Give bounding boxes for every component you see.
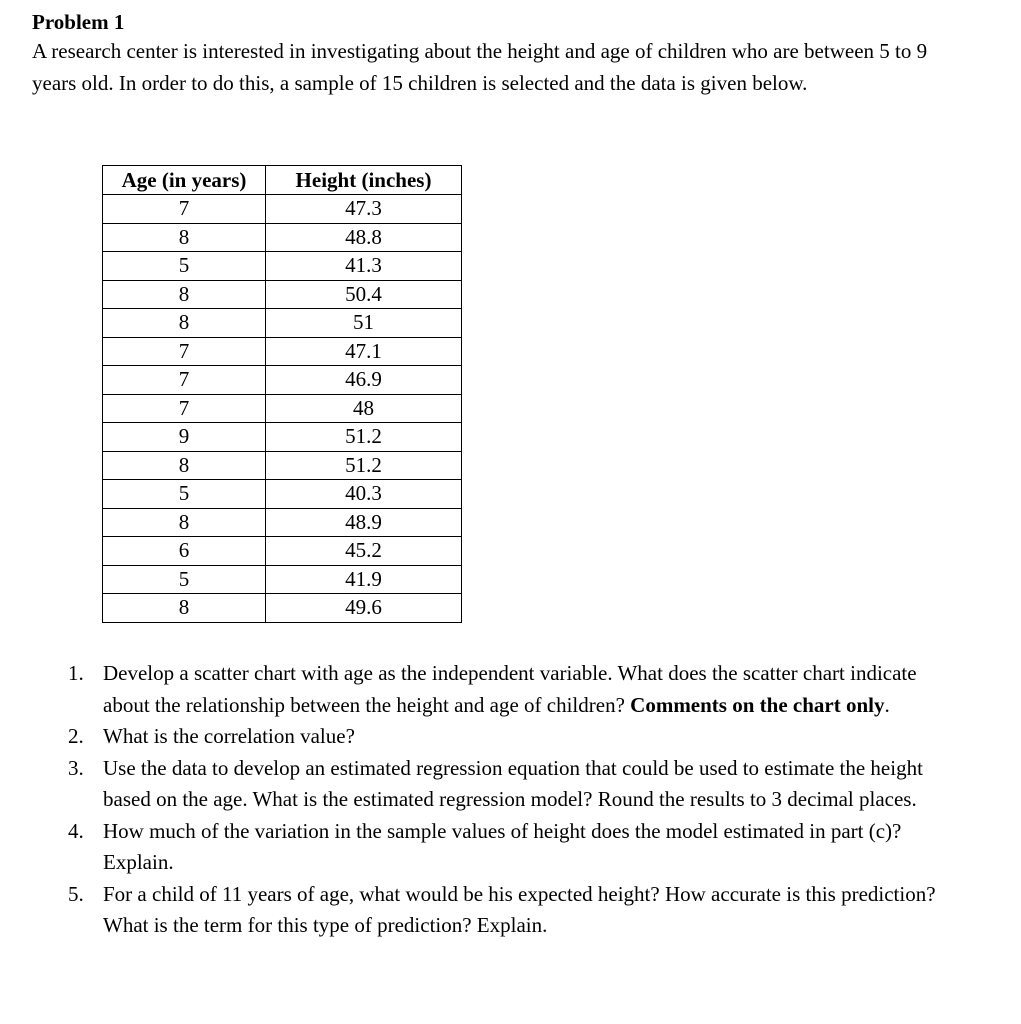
- question-text: For a child of 11 years of age, what would be his expected height? How accurate is this prediction? What is the term for this type of prediction? Explain.: [103, 881, 936, 937]
- cell-age: 8: [103, 451, 266, 480]
- question-text: Use the data to develop an estimated regression equation that could be used to estimate the height based on the age. What is the estimated regression model? Round the results to 3 decimal places.: [103, 755, 923, 811]
- table-row: [103, 394, 462, 423]
- table-row: [103, 366, 462, 395]
- column-header-height: Height (inches): [266, 166, 462, 195]
- table-row: [103, 337, 462, 366]
- question-emphasis: Comments on the chart only: [630, 692, 885, 717]
- question-text: How much of the variation in the sample values of height does the model estimated in part (c)? Explain.: [103, 818, 902, 874]
- question-item: [62, 879, 962, 942]
- question-number: 4.: [68, 818, 84, 843]
- cell-age: 8: [103, 223, 266, 252]
- question-item: [62, 753, 962, 816]
- cell-age: 6: [103, 537, 266, 566]
- cell-age: 7: [103, 337, 266, 366]
- table-row: [103, 451, 462, 480]
- cell-age: 7: [103, 366, 266, 395]
- question-number: 1.: [68, 661, 84, 685]
- table-row: [103, 565, 462, 594]
- question-text: What is the correlation value?: [103, 724, 355, 748]
- question-list: [62, 658, 962, 942]
- data-table: [102, 165, 462, 623]
- question-number: 2.: [68, 724, 84, 748]
- question-text: Develop a scatter chart with age as the independent variable. What does the scatter chart indicate about the relationship between the height and age of children?: [103, 661, 917, 717]
- table-body: [103, 195, 462, 623]
- cell-height: 51.2: [266, 423, 462, 452]
- cell-height: 51: [266, 309, 462, 338]
- cell-height: 46.9: [266, 366, 462, 395]
- question-suffix: .: [884, 692, 890, 717]
- cell-height: 40.3: [266, 480, 462, 509]
- cell-height: 41.9: [266, 565, 462, 594]
- question-number: 3.: [68, 755, 84, 780]
- cell-height: 49.6: [266, 594, 462, 623]
- question-number: 5.: [68, 881, 84, 906]
- cell-age: 5: [103, 252, 266, 281]
- problem-title: Problem 1: [32, 10, 125, 34]
- table-row: [103, 195, 462, 224]
- table-row: [103, 423, 462, 452]
- cell-age: 8: [103, 594, 266, 623]
- cell-height: 47.1: [266, 337, 462, 366]
- cell-height: 41.3: [266, 252, 462, 281]
- table-header-row: [103, 166, 462, 195]
- question-item: [62, 658, 962, 721]
- question-item: [62, 721, 962, 753]
- cell-height: 45.2: [266, 537, 462, 566]
- table-row: [103, 280, 462, 309]
- cell-height: 47.3: [266, 195, 462, 224]
- cell-age: 5: [103, 480, 266, 509]
- table-row: [103, 508, 462, 537]
- cell-age: 8: [103, 309, 266, 338]
- table-row: [103, 480, 462, 509]
- cell-age: 7: [103, 394, 266, 423]
- cell-height: 48.8: [266, 223, 462, 252]
- cell-height: 50.4: [266, 280, 462, 309]
- cell-height: 51.2: [266, 451, 462, 480]
- column-header-age: Age (in years): [103, 166, 266, 195]
- cell-age: 9: [103, 423, 266, 452]
- question-item: [62, 816, 962, 879]
- cell-age: 8: [103, 508, 266, 537]
- table-row: [103, 252, 462, 281]
- table-row: [103, 309, 462, 338]
- problem-intro: A research center is interested in investigating about the height and age of children who are between 5 to 9 years old. In order to do this, a sample of 15 children is selected and the data is given below.: [32, 39, 928, 95]
- table-row: [103, 537, 462, 566]
- cell-height: 48: [266, 394, 462, 423]
- cell-age: 8: [103, 280, 266, 309]
- cell-age: 7: [103, 195, 266, 224]
- table-row: [103, 594, 462, 623]
- cell-height: 48.9: [266, 508, 462, 537]
- cell-age: 5: [103, 565, 266, 594]
- table-row: [103, 223, 462, 252]
- problem-document: [32, 8, 992, 99]
